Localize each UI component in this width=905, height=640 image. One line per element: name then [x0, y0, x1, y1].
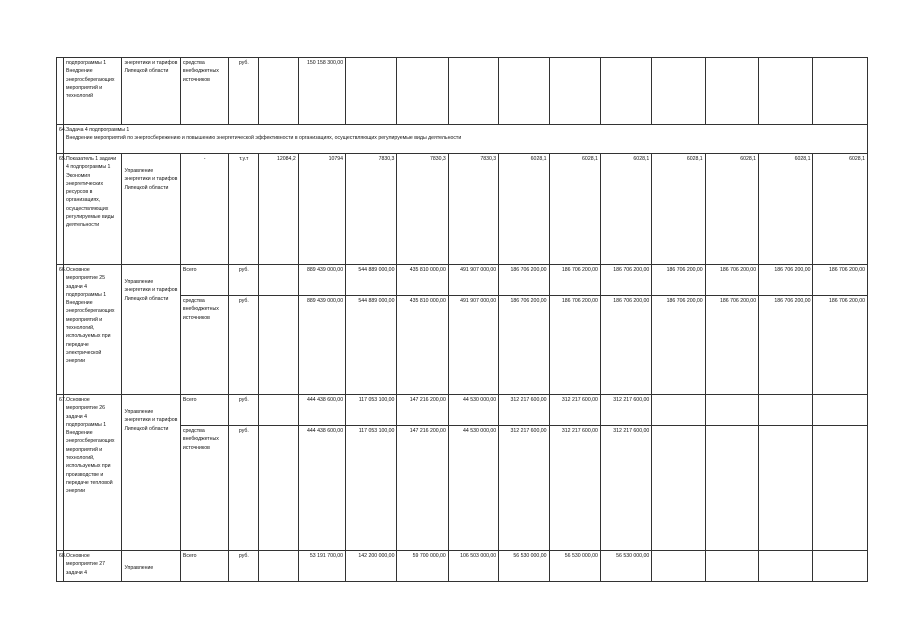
- unit: руб.: [229, 58, 259, 125]
- value-cell: 44 530 000,00: [448, 395, 498, 426]
- responsible-agency: энергетики и тарифов Липецкой области: [122, 58, 180, 125]
- responsible-agency-cell: [122, 265, 180, 395]
- value-cell: 889 439 000,00: [298, 265, 345, 296]
- value-cell: [705, 551, 758, 582]
- unit: руб.: [229, 551, 259, 582]
- responsible-agency: Управление энергетики и тарифов Липецкой области: [124, 168, 178, 191]
- row-number: 65.: [57, 154, 64, 265]
- value-cell: 186 706 200,00: [499, 265, 549, 296]
- table-row: [57, 265, 868, 296]
- unit: т.у.т: [229, 154, 259, 265]
- value-cell: 150 158 300,00: [298, 58, 345, 125]
- value-cell: [759, 395, 813, 426]
- program-table: [56, 57, 868, 582]
- table-row: [57, 125, 868, 154]
- value-cell: 435 810 000,00: [397, 265, 448, 296]
- value-cell: 186 706 200,00: [549, 296, 600, 395]
- value-cell: 444 438 600,00: [298, 426, 345, 551]
- value-cell: 186 706 200,00: [549, 265, 600, 296]
- value-cell: 186 706 200,00: [499, 296, 549, 395]
- value-cell: 56 530 000,00: [549, 551, 600, 582]
- unit: руб.: [229, 395, 259, 426]
- value-cell: [705, 395, 758, 426]
- value-cell: [813, 395, 868, 426]
- value-cell: 186 706 200,00: [705, 265, 758, 296]
- value-cell: 186 706 200,00: [600, 265, 651, 296]
- value-cell: 186 706 200,00: [759, 265, 813, 296]
- value-cell: 59 700 000,00: [397, 551, 448, 582]
- unit: руб.: [229, 296, 259, 395]
- funding-source: -: [180, 154, 228, 265]
- value-cell: 444 438 600,00: [298, 395, 345, 426]
- value-cell: [448, 58, 498, 125]
- value-cell: 186 706 200,00: [813, 296, 868, 395]
- table-row: [57, 154, 868, 265]
- value-cell: [259, 395, 298, 426]
- value-cell: 7830,3: [448, 154, 498, 265]
- value-cell: 117 053 100,00: [346, 395, 397, 426]
- value-cell: [259, 551, 298, 582]
- value-cell: 186 706 200,00: [759, 296, 813, 395]
- value-cell: 44 530 000,00: [448, 426, 498, 551]
- row-number: 68.: [57, 551, 64, 582]
- value-cell: [259, 58, 298, 125]
- value-cell: [759, 58, 813, 125]
- value-cell: [652, 395, 705, 426]
- value-cell: 147 216 200,00: [397, 426, 448, 551]
- value-cell: 186 706 200,00: [705, 296, 758, 395]
- value-cell: 6028,1: [499, 154, 549, 265]
- value-cell: 6028,1: [759, 154, 813, 265]
- measure-name: подпрограммы 1 Внедрение энергосберегающих мероприятий и технологий: [64, 58, 122, 125]
- value-cell: [259, 265, 298, 296]
- value-cell: 6028,1: [705, 154, 758, 265]
- funding-source: Всего: [180, 265, 228, 296]
- value-cell: 312 217 600,00: [499, 395, 549, 426]
- value-cell: 10794: [298, 154, 345, 265]
- row-number: [57, 58, 64, 125]
- responsible-agency-cell: [122, 395, 180, 551]
- value-cell: 186 706 200,00: [652, 296, 705, 395]
- value-cell: [759, 551, 813, 582]
- value-cell: [346, 58, 397, 125]
- value-cell: 147 216 200,00: [397, 395, 448, 426]
- table-row: [57, 58, 868, 125]
- value-cell: 7830,3: [397, 154, 448, 265]
- value-cell: [259, 426, 298, 551]
- task-title-cell: [64, 125, 868, 154]
- funding-source: Всего: [180, 551, 228, 582]
- value-cell: [813, 426, 868, 551]
- value-cell: 186 706 200,00: [600, 296, 651, 395]
- value-cell: 117 053 100,00: [346, 426, 397, 551]
- funding-source: средства внебюджетных источников: [180, 426, 228, 551]
- table-row: [57, 395, 868, 426]
- value-cell: 6028,1: [549, 154, 600, 265]
- value-cell: [499, 58, 549, 125]
- value-cell: 491 907 000,00: [448, 296, 498, 395]
- value-cell: 6028,1: [600, 154, 651, 265]
- responsible-agency: Управление энергетики и тарифов Липецкой области: [124, 409, 178, 432]
- indicator-name: Показатель 1 задачи 4 подпрограммы 1 Экономия энергетических ресурсов в организациях, осуществляющих регулируемые виды деятельности: [64, 154, 122, 265]
- value-cell: [652, 551, 705, 582]
- value-cell: 435 810 000,00: [397, 296, 448, 395]
- responsible-agency: Управление энергетики и тарифов Липецкой области: [124, 279, 178, 302]
- task-title: Задача 4 подпрограммы 1: [66, 127, 130, 133]
- value-cell: [652, 426, 705, 551]
- funding-source: средства внебюджетных источников: [180, 58, 228, 125]
- value-cell: 544 889 000,00: [346, 265, 397, 296]
- unit: руб.: [229, 265, 259, 296]
- value-cell: 312 217 600,00: [600, 395, 651, 426]
- row-number: 64.: [57, 125, 64, 154]
- value-cell: 186 706 200,00: [652, 265, 705, 296]
- value-cell: [259, 296, 298, 395]
- responsible-agency: Управление: [124, 565, 154, 571]
- value-cell: 544 889 000,00: [346, 296, 397, 395]
- measure-name: Основное мероприятие 27 задачи 4: [64, 551, 122, 582]
- measure-name: Основное мероприятие 26 задачи 4 подпрограммы 1 Внедрение энергосберегающих мероприятий и технологий, используемых при производстве и передаче тепловой энергии: [64, 395, 122, 551]
- value-cell: [813, 58, 868, 125]
- value-cell: 56 530 000,00: [499, 551, 549, 582]
- value-cell: 312 217 600,00: [549, 395, 600, 426]
- value-cell: [549, 58, 600, 125]
- value-cell: 312 217 600,00: [600, 426, 651, 551]
- responsible-agency-cell: [122, 551, 180, 582]
- table-row: [57, 551, 868, 582]
- task-title: Внедрение мероприятий по энергосбережению и повышению энергетической эффективности в организациях, осуществляющих регулируемые виды деятельности: [66, 135, 462, 142]
- unit: руб.: [229, 426, 259, 551]
- value-cell: [759, 426, 813, 551]
- value-cell: 312 217 600,00: [549, 426, 600, 551]
- row-number: 66.: [57, 265, 64, 395]
- funding-source: средства внебюджетных источников: [180, 296, 228, 395]
- measure-name: Основное мероприятие 25 задачи 4 подпрограммы 1 Внедрение энергосберегающих мероприятий и технологий, используемых при передаче электрической энергии: [64, 265, 122, 395]
- value-cell: 312 217 600,00: [499, 426, 549, 551]
- responsible-agency-cell: [122, 154, 180, 265]
- value-cell: 142 200 000,00: [346, 551, 397, 582]
- value-cell: [652, 58, 705, 125]
- value-cell: 53 191 700,00: [298, 551, 345, 582]
- value-cell: 491 907 000,00: [448, 265, 498, 296]
- value-cell: [705, 58, 758, 125]
- value-cell: 7830,3: [346, 154, 397, 265]
- value-cell: [813, 551, 868, 582]
- value-cell: 186 706 200,00: [813, 265, 868, 296]
- value-cell: 56 530 000,00: [600, 551, 651, 582]
- value-cell: [600, 58, 651, 125]
- value-cell: 12084,2: [259, 154, 298, 265]
- funding-source: Всего: [180, 395, 228, 426]
- value-cell: [705, 426, 758, 551]
- value-cell: 6028,1: [652, 154, 705, 265]
- value-cell: [397, 58, 448, 125]
- row-number: 67.: [57, 395, 64, 551]
- value-cell: 6028,1: [813, 154, 868, 265]
- value-cell: 889 439 000,00: [298, 296, 345, 395]
- value-cell: 106 503 000,00: [448, 551, 498, 582]
